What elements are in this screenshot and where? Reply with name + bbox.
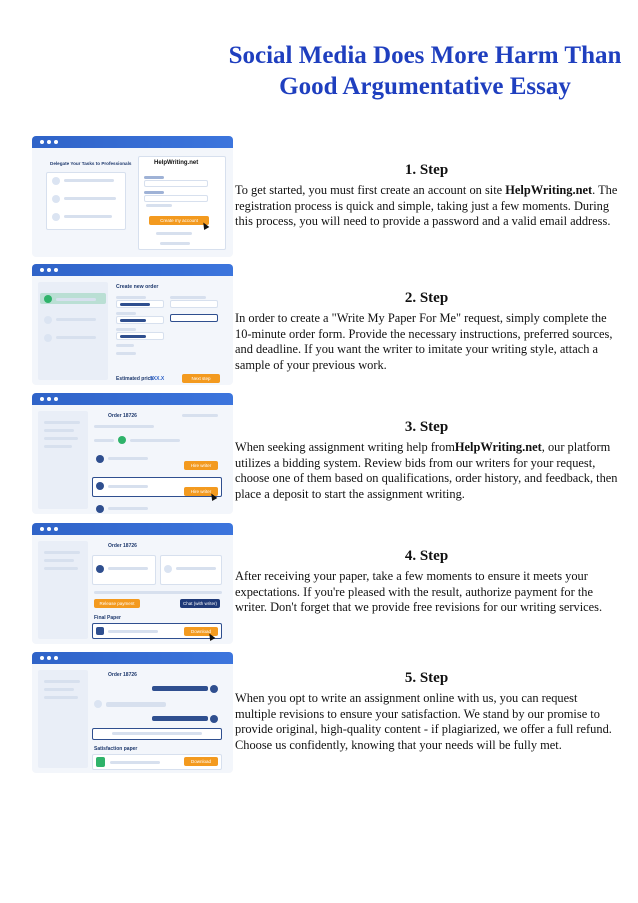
brand-link[interactable]: HelpWriting.net [454, 440, 542, 454]
step-heading: 3. Step [404, 419, 449, 435]
shot3-hire2-button: Hire writer [184, 487, 218, 496]
shot1-heading: Delegate Your Tasks to Professionals [50, 161, 132, 166]
shot1-create-account-button: Create my account [149, 216, 209, 225]
shot2-price: $XX.X [150, 376, 165, 382]
shot5-final-paper: Satisfaction paper [94, 746, 138, 752]
shot2-next-step-button: Next step [182, 374, 220, 383]
step-2 [235, 289, 618, 373]
shot2-price-label: Estimated price [116, 376, 154, 382]
shot3-order: Order 18726 [108, 413, 137, 419]
step-heading: 1. Step [404, 162, 449, 178]
step-body: After receiving your paper, take a few moments to ensure it meets your expectations. If you're pleased with the result, authorize payment for the writer. Don't forget that we provide free revisions for our writing services. [235, 569, 603, 615]
shot4-release-payment-button: Release payment [94, 599, 140, 608]
shot5-download-button: Download [184, 757, 218, 766]
shot3-hire1-button: Hire writer [184, 461, 218, 470]
step-body: When you opt to write an assignment online with us, you can request multiple revisions to ensure your satisfaction. We stand by our promise to provide original, high-quality content - if plagiarized, we offer a full refund. Choose us confidently, knowing that your needs will be fully met. [235, 691, 612, 752]
step-heading: 4. Step [404, 548, 449, 564]
step2-screenshot [32, 264, 233, 385]
window-bar [32, 264, 233, 276]
step1-screenshot [32, 136, 233, 257]
step-heading: 5. Step [404, 670, 449, 686]
step4-screenshot [32, 523, 233, 644]
step-5 [235, 669, 618, 753]
step-3 [235, 418, 618, 502]
shot5-order: Order 18726 [108, 672, 137, 678]
step-4 [235, 547, 618, 616]
step-1 [235, 161, 618, 230]
step-body: To get started, you must first create an account on site HelpWriting.net. The registration process is quick and simple, taking just a few moments. During this process, you will need to provide a password and a valid email address. [235, 183, 618, 229]
shot4-chat-button: Chat (with writer) [180, 599, 220, 608]
step-body: When seeking assignment writing help fromHelpWriting.net, our platform utilizes a bidding system. Review bids from our writers for your request, choose one of them based on qualifications, order history, and feedback, then place a deposit to start the assignment writing. [235, 440, 618, 501]
step-heading: 2. Step [404, 290, 449, 306]
window-bar [32, 523, 233, 535]
window-bar [32, 393, 233, 405]
step3-screenshot [32, 393, 233, 514]
shot1-signup [138, 156, 226, 250]
step5-screenshot [32, 652, 233, 773]
window-bar [32, 136, 233, 148]
shot1-brand: HelpWriting.net [154, 160, 199, 166]
window-bar [32, 652, 233, 664]
brand-link[interactable]: HelpWriting.net [505, 183, 593, 197]
shot2-heading: Create new order [116, 284, 159, 290]
step-body: In order to create a "Write My Paper For Me" request, simply complete the 10-minute order form. Provide the necessary instructions, preferred sources, and deadline. If you want the writer to imitate your writing style, attach a sample of your previous work. [235, 311, 613, 372]
shot4-final-paper: Final Paper [94, 615, 121, 621]
shot4-download-button: Download [184, 627, 218, 636]
page-title: Social Media Does More Harm Than Good Argumentative Essay [228, 42, 622, 100]
shot4-order: Order 18726 [108, 543, 137, 549]
